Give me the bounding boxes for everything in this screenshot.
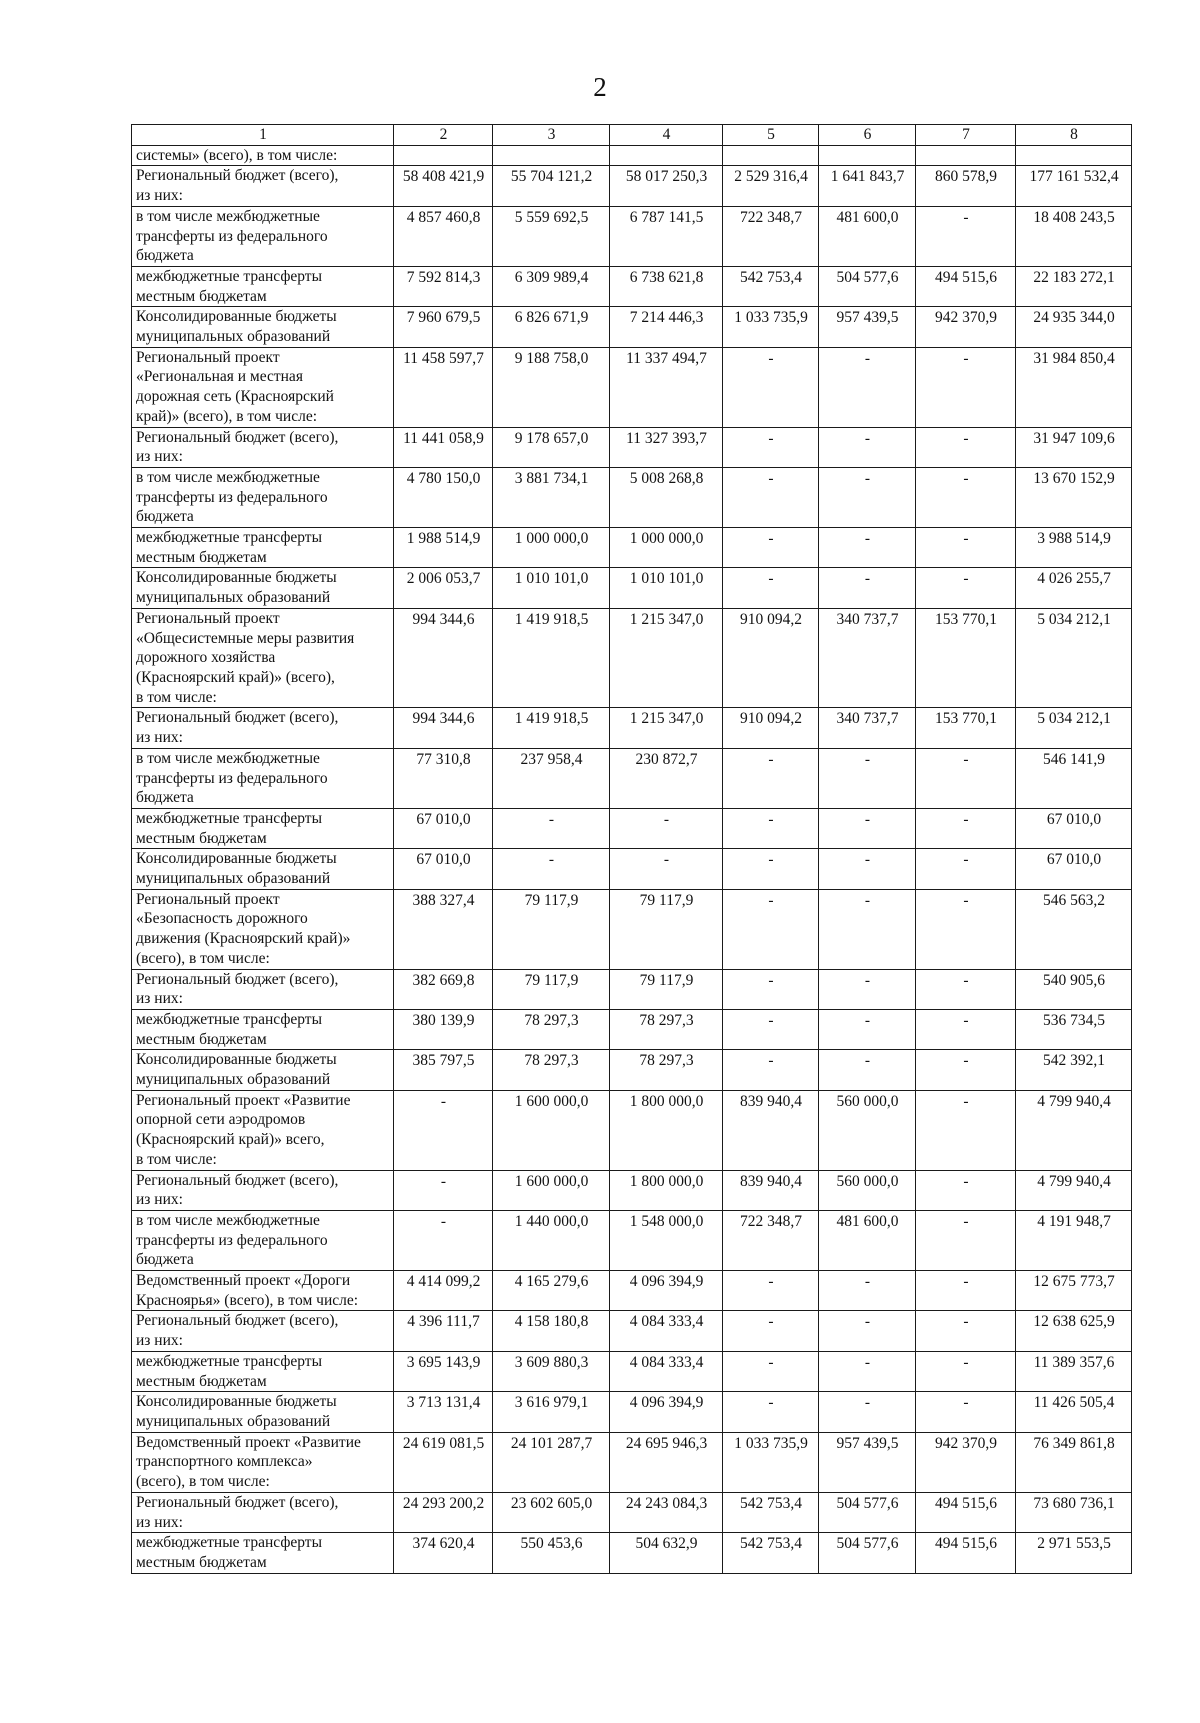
value-cell: 542 753,4	[723, 266, 819, 306]
value-cell: 1 215 347,0	[610, 708, 723, 748]
value-cell: 230 872,7	[610, 748, 723, 808]
column-header: 2	[394, 125, 493, 146]
value-cell: 1 419 918,5	[493, 708, 610, 748]
table-row	[132, 1492, 1132, 1532]
value-cell: 560 000,0	[819, 1090, 916, 1170]
value-cell: -	[819, 427, 916, 467]
value-cell: 1 010 101,0	[610, 568, 723, 608]
value-cell: 55 704 121,2	[493, 166, 610, 206]
value-cell: -	[723, 1311, 819, 1351]
value-cell: 22 183 272,1	[1016, 266, 1132, 306]
value-cell: -	[723, 889, 819, 969]
row-label: в том числе межбюджетные трансферты из федерального бюджета	[132, 467, 394, 527]
table-row	[132, 347, 1132, 427]
value-cell: 4 799 940,4	[1016, 1170, 1132, 1210]
value-cell: 546 141,9	[1016, 748, 1132, 808]
value-cell: 177 161 532,4	[1016, 166, 1132, 206]
value-cell: -	[916, 1271, 1016, 1311]
value-cell	[394, 145, 493, 166]
value-cell: -	[916, 206, 1016, 266]
value-cell: 9 188 758,0	[493, 347, 610, 427]
value-cell: -	[916, 808, 1016, 848]
row-label: Ведомственный проект «Дороги Красноярья» (всего), в том числе:	[132, 1271, 394, 1311]
value-cell: 1 600 000,0	[493, 1170, 610, 1210]
value-cell: -	[916, 1210, 1016, 1270]
value-cell: -	[916, 467, 1016, 527]
value-cell: 5 034 212,1	[1016, 708, 1132, 748]
value-cell: 11 458 597,7	[394, 347, 493, 427]
table-row	[132, 1050, 1132, 1090]
value-cell: -	[916, 748, 1016, 808]
value-cell: -	[394, 1210, 493, 1270]
row-label: Региональный бюджет (всего), из них:	[132, 1311, 394, 1351]
row-label: межбюджетные трансферты местным бюджетам	[132, 266, 394, 306]
value-cell: 3 713 131,4	[394, 1392, 493, 1432]
value-cell: 67 010,0	[1016, 808, 1132, 848]
column-header: 3	[493, 125, 610, 146]
value-cell: 494 515,6	[916, 266, 1016, 306]
value-cell: -	[723, 467, 819, 527]
value-cell: 722 348,7	[723, 1210, 819, 1270]
table-row	[132, 1432, 1132, 1492]
value-cell: 957 439,5	[819, 307, 916, 347]
row-label: Региональный бюджет (всего), из них:	[132, 969, 394, 1009]
row-label: межбюджетные трансферты местным бюджетам	[132, 1009, 394, 1049]
value-cell: 153 770,1	[916, 608, 1016, 708]
value-cell: 494 515,6	[916, 1492, 1016, 1532]
value-cell: -	[819, 1050, 916, 1090]
value-cell: -	[819, 1351, 916, 1391]
value-cell: 504 577,6	[819, 1492, 916, 1532]
table-row	[132, 969, 1132, 1009]
value-cell: 24 293 200,2	[394, 1492, 493, 1532]
column-header: 6	[819, 125, 916, 146]
value-cell: 78 297,3	[493, 1009, 610, 1049]
row-label: Региональный бюджет (всего), из них:	[132, 166, 394, 206]
table-row	[132, 166, 1132, 206]
value-cell: 7 960 679,5	[394, 307, 493, 347]
value-cell: -	[723, 347, 819, 427]
row-label: системы» (всего), в том числе:	[132, 145, 394, 166]
row-label: Консолидированные бюджеты муниципальных образований	[132, 568, 394, 608]
value-cell: 860 578,9	[916, 166, 1016, 206]
value-cell: -	[819, 1009, 916, 1049]
value-cell: 3 609 880,3	[493, 1351, 610, 1391]
value-cell: -	[723, 969, 819, 1009]
value-cell: 24 935 344,0	[1016, 307, 1132, 347]
value-cell: 67 010,0	[1016, 849, 1132, 889]
value-cell: 957 439,5	[819, 1432, 916, 1492]
value-cell: -	[723, 427, 819, 467]
value-cell: -	[723, 748, 819, 808]
value-cell: -	[916, 889, 1016, 969]
table-row	[132, 608, 1132, 708]
value-cell: 3 881 734,1	[493, 467, 610, 527]
row-label: Региональный проект «Общесистемные меры развития дорожного хозяйства (Красноярский край)» (всего), в том числе:	[132, 608, 394, 708]
column-header: 5	[723, 125, 819, 146]
value-cell: -	[916, 969, 1016, 1009]
value-cell: 1 010 101,0	[493, 568, 610, 608]
value-cell: -	[819, 1311, 916, 1351]
value-cell: 73 680 736,1	[1016, 1492, 1132, 1532]
value-cell: -	[916, 568, 1016, 608]
value-cell: 11 441 058,9	[394, 427, 493, 467]
row-label: межбюджетные трансферты местным бюджетам	[132, 1533, 394, 1573]
value-cell: -	[819, 849, 916, 889]
page-number: 2	[593, 72, 607, 102]
value-cell: -	[819, 1271, 916, 1311]
value-cell: 7 214 446,3	[610, 307, 723, 347]
row-label: Региональный бюджет (всего), из них:	[132, 1492, 394, 1532]
value-cell: 11 426 505,4	[1016, 1392, 1132, 1432]
value-cell: 1 000 000,0	[493, 528, 610, 568]
value-cell: 58 408 421,9	[394, 166, 493, 206]
value-cell: 340 737,7	[819, 708, 916, 748]
table-row	[132, 568, 1132, 608]
value-cell: 5 008 268,8	[610, 467, 723, 527]
header-row	[132, 125, 1132, 146]
value-cell: 380 139,9	[394, 1009, 493, 1049]
value-cell: 6 738 621,8	[610, 266, 723, 306]
value-cell: 504 577,6	[819, 266, 916, 306]
budget-table	[131, 124, 1132, 1574]
value-cell: 910 094,2	[723, 608, 819, 708]
value-cell	[1016, 145, 1132, 166]
value-cell: 4 780 150,0	[394, 467, 493, 527]
row-label: Ведомственный проект «Развитие транспортного комплекса» (всего), в том числе:	[132, 1432, 394, 1492]
value-cell: -	[394, 1090, 493, 1170]
value-cell: 5 034 212,1	[1016, 608, 1132, 708]
value-cell: 4 396 111,7	[394, 1311, 493, 1351]
row-label: Региональный проект «Региональная и местная дорожная сеть (Красноярский край)» (всего), в том числе:	[132, 347, 394, 427]
value-cell: 1 548 000,0	[610, 1210, 723, 1270]
value-cell: 910 094,2	[723, 708, 819, 748]
table-row	[132, 708, 1132, 748]
value-cell	[610, 145, 723, 166]
row-label: Региональный бюджет (всего), из них:	[132, 427, 394, 467]
value-cell: 542 753,4	[723, 1533, 819, 1573]
row-label: Консолидированные бюджеты муниципальных образований	[132, 849, 394, 889]
table-row	[132, 748, 1132, 808]
value-cell: 79 117,9	[493, 969, 610, 1009]
table-row	[132, 427, 1132, 467]
value-cell: -	[493, 849, 610, 889]
table-row	[132, 1311, 1132, 1351]
value-cell: 542 753,4	[723, 1492, 819, 1532]
value-cell: 540 905,6	[1016, 969, 1132, 1009]
value-cell: 4 096 394,9	[610, 1271, 723, 1311]
value-cell: 1 600 000,0	[493, 1090, 610, 1170]
value-cell: 1 215 347,0	[610, 608, 723, 708]
table-row	[132, 1170, 1132, 1210]
value-cell: 77 310,8	[394, 748, 493, 808]
value-cell: 79 117,9	[610, 889, 723, 969]
table-row	[132, 1210, 1132, 1270]
value-cell: -	[819, 528, 916, 568]
value-cell: 560 000,0	[819, 1170, 916, 1210]
value-cell: 1 800 000,0	[610, 1170, 723, 1210]
value-cell: -	[819, 467, 916, 527]
value-cell: 550 453,6	[493, 1533, 610, 1573]
value-cell: 388 327,4	[394, 889, 493, 969]
value-cell: 385 797,5	[394, 1050, 493, 1090]
value-cell: -	[610, 849, 723, 889]
value-cell: 11 337 494,7	[610, 347, 723, 427]
value-cell: 5 559 692,5	[493, 206, 610, 266]
value-cell: -	[916, 849, 1016, 889]
row-label: Региональный проект «Развитие опорной сети аэродромов (Красноярский край)» всего, в том числе:	[132, 1090, 394, 1170]
value-cell: 7 592 814,3	[394, 266, 493, 306]
value-cell: 79 117,9	[493, 889, 610, 969]
value-cell: 4 857 460,8	[394, 206, 493, 266]
row-label: межбюджетные трансферты местным бюджетам	[132, 808, 394, 848]
value-cell: 839 940,4	[723, 1090, 819, 1170]
value-cell: 9 178 657,0	[493, 427, 610, 467]
row-label: Консолидированные бюджеты муниципальных образований	[132, 307, 394, 347]
row-label: межбюджетные трансферты местным бюджетам	[132, 1351, 394, 1391]
table-body	[132, 145, 1132, 1573]
value-cell: 4 414 099,2	[394, 1271, 493, 1311]
value-cell: 11 389 357,6	[1016, 1351, 1132, 1391]
value-cell: 3 988 514,9	[1016, 528, 1132, 568]
value-cell: 1 641 843,7	[819, 166, 916, 206]
column-header: 8	[1016, 125, 1132, 146]
value-cell: 4 799 940,4	[1016, 1090, 1132, 1170]
value-cell: 6 826 671,9	[493, 307, 610, 347]
value-cell: 1 419 918,5	[493, 608, 610, 708]
value-cell: 1 033 735,9	[723, 1432, 819, 1492]
value-cell: 76 349 861,8	[1016, 1432, 1132, 1492]
row-label: в том числе межбюджетные трансферты из федерального бюджета	[132, 206, 394, 266]
value-cell: 18 408 243,5	[1016, 206, 1132, 266]
value-cell: 2 529 316,4	[723, 166, 819, 206]
value-cell: 23 602 605,0	[493, 1492, 610, 1532]
value-cell: -	[819, 568, 916, 608]
value-cell: 12 675 773,7	[1016, 1271, 1132, 1311]
value-cell: 4 084 333,4	[610, 1351, 723, 1391]
value-cell: -	[916, 1392, 1016, 1432]
value-cell: -	[723, 568, 819, 608]
value-cell: 6 787 141,5	[610, 206, 723, 266]
value-cell: -	[723, 528, 819, 568]
value-cell: 4 165 279,6	[493, 1271, 610, 1311]
value-cell: -	[723, 808, 819, 848]
value-cell: 24 243 084,3	[610, 1492, 723, 1532]
row-label: Консолидированные бюджеты муниципальных образований	[132, 1392, 394, 1432]
value-cell: -	[819, 1392, 916, 1432]
value-cell: 67 010,0	[394, 849, 493, 889]
value-cell: 2 006 053,7	[394, 568, 493, 608]
row-label: в том числе межбюджетные трансферты из федерального бюджета	[132, 748, 394, 808]
value-cell: -	[916, 1170, 1016, 1210]
table-row	[132, 206, 1132, 266]
table-row	[132, 1351, 1132, 1391]
value-cell: -	[916, 1090, 1016, 1170]
row-label: Региональный бюджет (всего), из них:	[132, 1170, 394, 1210]
value-cell: -	[819, 969, 916, 1009]
table-row	[132, 1392, 1132, 1432]
value-cell: 374 620,4	[394, 1533, 493, 1573]
table-row	[132, 1271, 1132, 1311]
value-cell: 536 734,5	[1016, 1009, 1132, 1049]
value-cell: 1 988 514,9	[394, 528, 493, 568]
value-cell: -	[723, 1351, 819, 1391]
value-cell: 11 327 393,7	[610, 427, 723, 467]
value-cell: 1 800 000,0	[610, 1090, 723, 1170]
value-cell: -	[916, 1050, 1016, 1090]
value-cell: 504 577,6	[819, 1533, 916, 1573]
value-cell: 153 770,1	[916, 708, 1016, 748]
value-cell: 67 010,0	[394, 808, 493, 848]
row-label: в том числе межбюджетные трансферты из федерального бюджета	[132, 1210, 394, 1270]
value-cell: 722 348,7	[723, 206, 819, 266]
value-cell: 942 370,9	[916, 307, 1016, 347]
value-cell: 4 026 255,7	[1016, 568, 1132, 608]
value-cell: 58 017 250,3	[610, 166, 723, 206]
value-cell: 24 101 287,7	[493, 1432, 610, 1492]
value-cell: -	[493, 808, 610, 848]
table-row	[132, 1090, 1132, 1170]
table-row	[132, 808, 1132, 848]
value-cell: 994 344,6	[394, 708, 493, 748]
value-cell: 382 669,8	[394, 969, 493, 1009]
value-cell: 24 695 946,3	[610, 1432, 723, 1492]
value-cell: -	[723, 1392, 819, 1432]
value-cell: -	[819, 748, 916, 808]
table-row	[132, 889, 1132, 969]
value-cell: -	[916, 427, 1016, 467]
value-cell: 994 344,6	[394, 608, 493, 708]
table-row	[132, 307, 1132, 347]
value-cell: 1 000 000,0	[610, 528, 723, 568]
table-row	[132, 528, 1132, 568]
value-cell: 481 600,0	[819, 206, 916, 266]
value-cell: 839 940,4	[723, 1170, 819, 1210]
value-cell: -	[394, 1170, 493, 1210]
value-cell: 78 297,3	[610, 1009, 723, 1049]
value-cell: -	[916, 1311, 1016, 1351]
value-cell: 340 737,7	[819, 608, 916, 708]
value-cell: 3 616 979,1	[493, 1392, 610, 1432]
value-cell	[819, 145, 916, 166]
value-cell: -	[723, 1050, 819, 1090]
value-cell: 78 297,3	[610, 1050, 723, 1090]
value-cell: -	[610, 808, 723, 848]
value-cell: 12 638 625,9	[1016, 1311, 1132, 1351]
table-row	[132, 1009, 1132, 1049]
value-cell: -	[916, 347, 1016, 427]
value-cell: -	[819, 889, 916, 969]
table-row	[132, 1533, 1132, 1573]
value-cell: 942 370,9	[916, 1432, 1016, 1492]
value-cell: 24 619 081,5	[394, 1432, 493, 1492]
value-cell: -	[916, 1009, 1016, 1049]
value-cell: 237 958,4	[493, 748, 610, 808]
row-label: Региональный проект «Безопасность дорожного движения (Красноярский край)» (всего), в том числе:	[132, 889, 394, 969]
row-label: межбюджетные трансферты местным бюджетам	[132, 528, 394, 568]
value-cell: 4 084 333,4	[610, 1311, 723, 1351]
column-header: 7	[916, 125, 1016, 146]
table-row	[132, 467, 1132, 527]
table-row	[132, 849, 1132, 889]
value-cell: 2 971 553,5	[1016, 1533, 1132, 1573]
value-cell: 4 191 948,7	[1016, 1210, 1132, 1270]
table-row	[132, 145, 1132, 166]
column-header: 1	[132, 125, 394, 146]
value-cell: 1 033 735,9	[723, 307, 819, 347]
value-cell: 494 515,6	[916, 1533, 1016, 1573]
column-header: 4	[610, 125, 723, 146]
value-cell: 481 600,0	[819, 1210, 916, 1270]
value-cell: -	[723, 1271, 819, 1311]
row-label: Региональный бюджет (всего), из них:	[132, 708, 394, 748]
value-cell: 4 096 394,9	[610, 1392, 723, 1432]
value-cell	[916, 145, 1016, 166]
value-cell: -	[819, 347, 916, 427]
value-cell: -	[916, 1351, 1016, 1391]
value-cell: 3 695 143,9	[394, 1351, 493, 1391]
value-cell: 1 440 000,0	[493, 1210, 610, 1270]
value-cell: 546 563,2	[1016, 889, 1132, 969]
value-cell: 13 670 152,9	[1016, 467, 1132, 527]
value-cell: 542 392,1	[1016, 1050, 1132, 1090]
row-label: Консолидированные бюджеты муниципальных образований	[132, 1050, 394, 1090]
value-cell: 78 297,3	[493, 1050, 610, 1090]
value-cell: 79 117,9	[610, 969, 723, 1009]
value-cell: 31 947 109,6	[1016, 427, 1132, 467]
value-cell: 504 632,9	[610, 1533, 723, 1573]
table-row	[132, 266, 1132, 306]
value-cell	[723, 145, 819, 166]
value-cell: -	[723, 849, 819, 889]
value-cell: 31 984 850,4	[1016, 347, 1132, 427]
value-cell: -	[819, 808, 916, 848]
value-cell: -	[916, 528, 1016, 568]
value-cell	[493, 145, 610, 166]
value-cell: 4 158 180,8	[493, 1311, 610, 1351]
value-cell: -	[723, 1009, 819, 1049]
value-cell: 6 309 989,4	[493, 266, 610, 306]
